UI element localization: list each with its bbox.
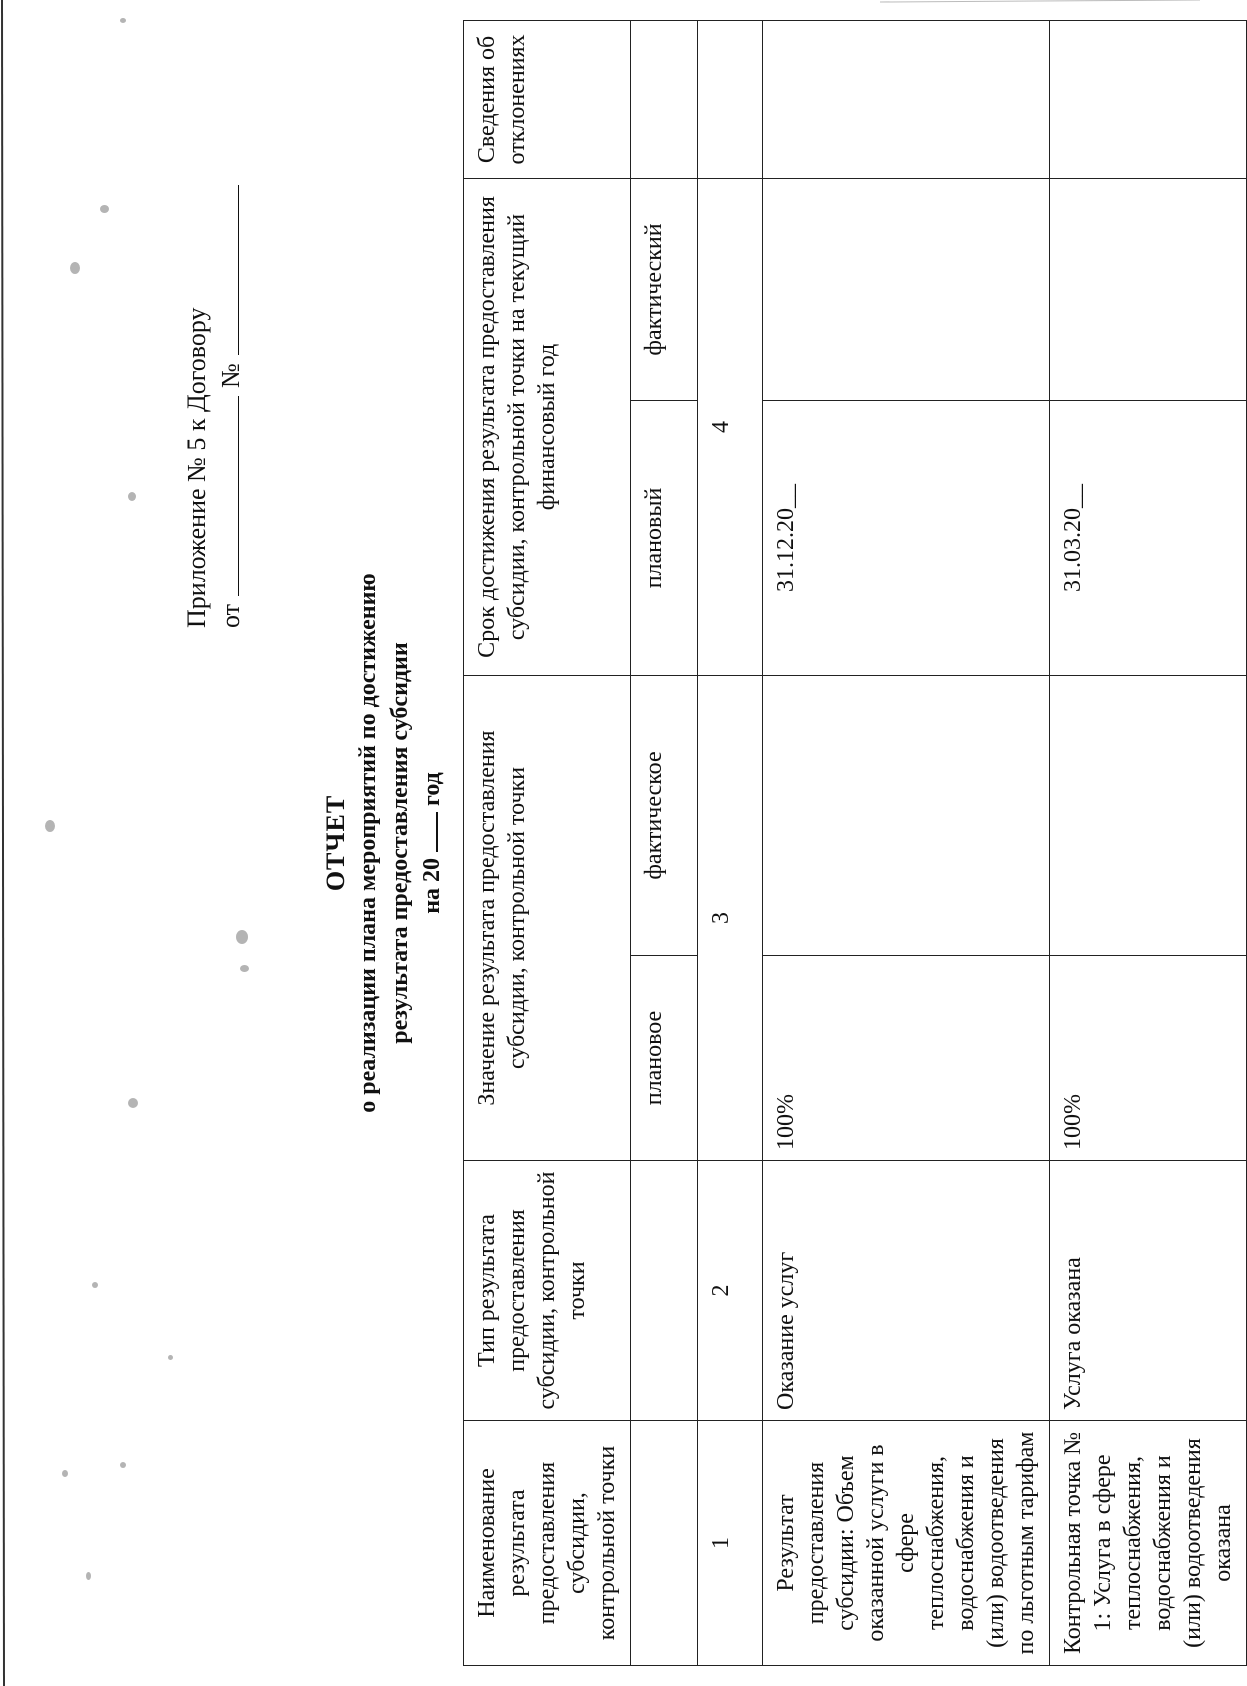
- row-value-actual: [1050, 675, 1247, 955]
- title-line-2: о реализации плана мероприятий по достижению: [355, 573, 381, 1113]
- row-name: Контрольная точка № 1: Услуга в сфере теплоснабжения, водоснабжения и (или) водоотведения оказана: [1050, 1421, 1247, 1666]
- column-number-1: 1: [698, 1421, 763, 1666]
- number-label: №: [216, 363, 245, 388]
- column-number-2: 2: [698, 1161, 763, 1421]
- column-number-empty: [698, 20, 763, 178]
- year-prefix: на 20: [419, 857, 445, 914]
- subheader-deadline-actual: фактический: [631, 178, 698, 400]
- subheader-deadline-planned: плановый: [631, 400, 698, 675]
- header-value: Значение результата предоставления субсидии, контрольной точки: [464, 675, 631, 1160]
- title-line-3: результата предоставления субсидии: [387, 642, 413, 1044]
- appendix-date-number-line: [214, 108, 248, 628]
- header-type: Тип результата предоставления субсидии, контрольной точки: [464, 1161, 631, 1421]
- date-blank: [216, 396, 239, 596]
- row-value-actual: [763, 675, 1050, 955]
- row-value-planned: 100%: [763, 956, 1050, 1161]
- subheader-value-planned: плановое: [631, 956, 698, 1161]
- table-column-number-row: [698, 20, 763, 1665]
- title-main: ОТЧЕТ: [321, 794, 350, 892]
- row-type: Оказание услуг: [763, 1161, 1050, 1421]
- row-name: Результат предоставления субсидии: Объем оказанной услуги в сфере теплоснабжения, водоснабжения и (или) водоотведения по льготным тарифам: [763, 1421, 1050, 1666]
- appendix-line: Приложение № 5 к Договору: [182, 307, 211, 628]
- row-deadline-actual: [763, 178, 1050, 400]
- column-number-4: 4: [698, 178, 763, 675]
- year-suffix: год: [419, 772, 445, 806]
- subheader-value-actual: фактическое: [631, 675, 698, 955]
- row-deviations: [763, 20, 1050, 178]
- table-header-row: [464, 20, 631, 1665]
- year-blank: [416, 812, 438, 852]
- subheader-empty: [631, 1161, 698, 1421]
- subheader-empty: [631, 20, 698, 178]
- column-number-3: 3: [698, 675, 763, 1160]
- title-year-line: [416, 772, 448, 914]
- row-deadline-actual: [1050, 178, 1247, 400]
- header-name: Наименование результата предоставления субсидии, контрольной точки: [464, 1421, 631, 1666]
- number-blank: [216, 185, 239, 355]
- row-deviations: [1050, 20, 1247, 178]
- table-row: [763, 20, 1050, 1665]
- table-row: [1050, 20, 1247, 1665]
- row-deadline-planned: 31.12.20__: [763, 400, 1050, 675]
- report-title: [320, 0, 448, 1686]
- table-subheader-row: [631, 20, 698, 1665]
- date-label: от: [216, 603, 245, 628]
- appendix-header: [180, 108, 248, 628]
- row-deadline-planned: 31.03.20__: [1050, 400, 1247, 675]
- row-type: Услуга оказана: [1050, 1161, 1247, 1421]
- report-table: [463, 20, 1247, 1666]
- subheader-empty: [631, 1421, 698, 1666]
- row-value-planned: 100%: [1050, 956, 1247, 1161]
- header-deadline: Срок достижения результата предоставления субсидии, контрольной точки на текущий финансовый год: [464, 178, 631, 675]
- header-deviations: Сведения об отклонениях: [464, 20, 631, 178]
